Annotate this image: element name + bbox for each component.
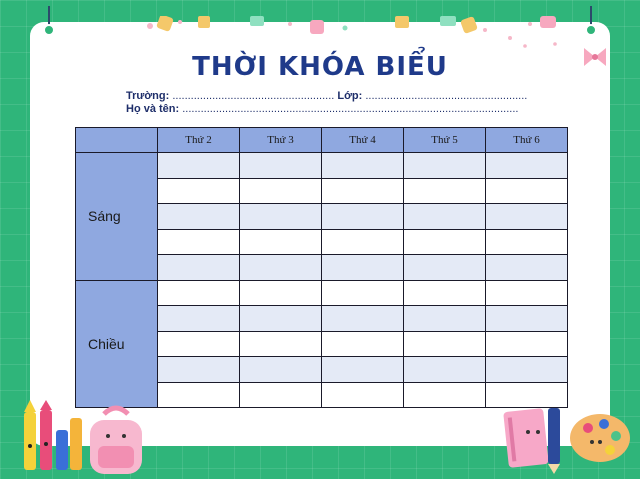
pin-left-icon [42, 6, 56, 38]
crayons-backpack-icon [18, 400, 148, 476]
class-label: Lớp: [337, 90, 363, 102]
timetable-cell[interactable] [158, 153, 240, 179]
day-header: Thứ 3 [240, 128, 322, 153]
timetable-cell[interactable] [404, 255, 486, 281]
corner-cell [76, 128, 158, 153]
school-label: Trường: [126, 90, 170, 102]
timetable [75, 127, 568, 408]
timetable-cell[interactable] [404, 204, 486, 230]
timetable-card [30, 22, 610, 446]
timetable-cell[interactable] [240, 331, 322, 357]
timetable-cell[interactable] [158, 382, 240, 408]
timetable-cell[interactable] [404, 331, 486, 357]
timetable-cell[interactable] [404, 382, 486, 408]
timetable-cell[interactable] [404, 178, 486, 204]
header-row [76, 128, 568, 153]
timetable-cell[interactable] [486, 306, 568, 332]
pin-right-icon [584, 6, 598, 38]
timetable-cell[interactable] [404, 306, 486, 332]
timetable-cell[interactable] [158, 357, 240, 383]
timetable-cell[interactable] [486, 153, 568, 179]
school-field[interactable]: ..................................................... [172, 90, 335, 102]
timetable-cell[interactable] [404, 280, 486, 306]
timetable-cell[interactable] [240, 229, 322, 255]
name-field[interactable]: .............................................................................................................. [182, 103, 519, 115]
timetable-cell[interactable] [486, 255, 568, 281]
timetable-cell[interactable] [240, 255, 322, 281]
timetable-cell[interactable] [322, 204, 404, 230]
timetable-cell[interactable] [322, 382, 404, 408]
timetable-cell[interactable] [486, 357, 568, 383]
notebook-palette-icon [500, 402, 636, 476]
timetable-cell[interactable] [158, 204, 240, 230]
session-label-morning: Sáng [76, 153, 158, 281]
timetable-cell[interactable] [240, 382, 322, 408]
timetable-cell[interactable] [322, 306, 404, 332]
timetable-cell[interactable] [322, 280, 404, 306]
timetable-cell[interactable] [486, 178, 568, 204]
timetable-cell[interactable] [240, 178, 322, 204]
timetable-cell[interactable] [240, 204, 322, 230]
timetable-cell[interactable] [322, 229, 404, 255]
session-label-afternoon: Chiều [76, 280, 158, 408]
timetable-cell[interactable] [240, 357, 322, 383]
timetable-cell[interactable] [158, 306, 240, 332]
page-title: THỜI KHÓA BIỂU [192, 52, 448, 82]
timetable-cell[interactable] [404, 153, 486, 179]
timetable-cell[interactable] [158, 255, 240, 281]
day-header: Thứ 5 [404, 128, 486, 153]
day-header: Thứ 2 [158, 128, 240, 153]
timetable-cell[interactable] [240, 306, 322, 332]
day-header: Thứ 4 [322, 128, 404, 153]
school-class-line [126, 90, 527, 102]
timetable-cell[interactable] [322, 178, 404, 204]
name-label: Họ và tên: [126, 103, 180, 115]
timetable-cell[interactable] [322, 255, 404, 281]
table-row [76, 280, 568, 306]
timetable-cell[interactable] [158, 280, 240, 306]
table-row [76, 153, 568, 179]
timetable-cell[interactable] [322, 357, 404, 383]
timetable-cell[interactable] [404, 229, 486, 255]
timetable-cell[interactable] [158, 331, 240, 357]
timetable-cell[interactable] [322, 153, 404, 179]
timetable-cell[interactable] [158, 229, 240, 255]
timetable-cell[interactable] [486, 280, 568, 306]
class-field[interactable]: ..................................................... [365, 90, 528, 102]
timetable-cell[interactable] [486, 331, 568, 357]
timetable-cell[interactable] [486, 204, 568, 230]
timetable-cell[interactable] [158, 178, 240, 204]
day-header: Thứ 6 [486, 128, 568, 153]
timetable-cell[interactable] [322, 331, 404, 357]
timetable-cell[interactable] [240, 280, 322, 306]
timetable-cell[interactable] [486, 229, 568, 255]
timetable-cell[interactable] [404, 357, 486, 383]
timetable-cell[interactable] [240, 153, 322, 179]
name-line [126, 103, 518, 115]
